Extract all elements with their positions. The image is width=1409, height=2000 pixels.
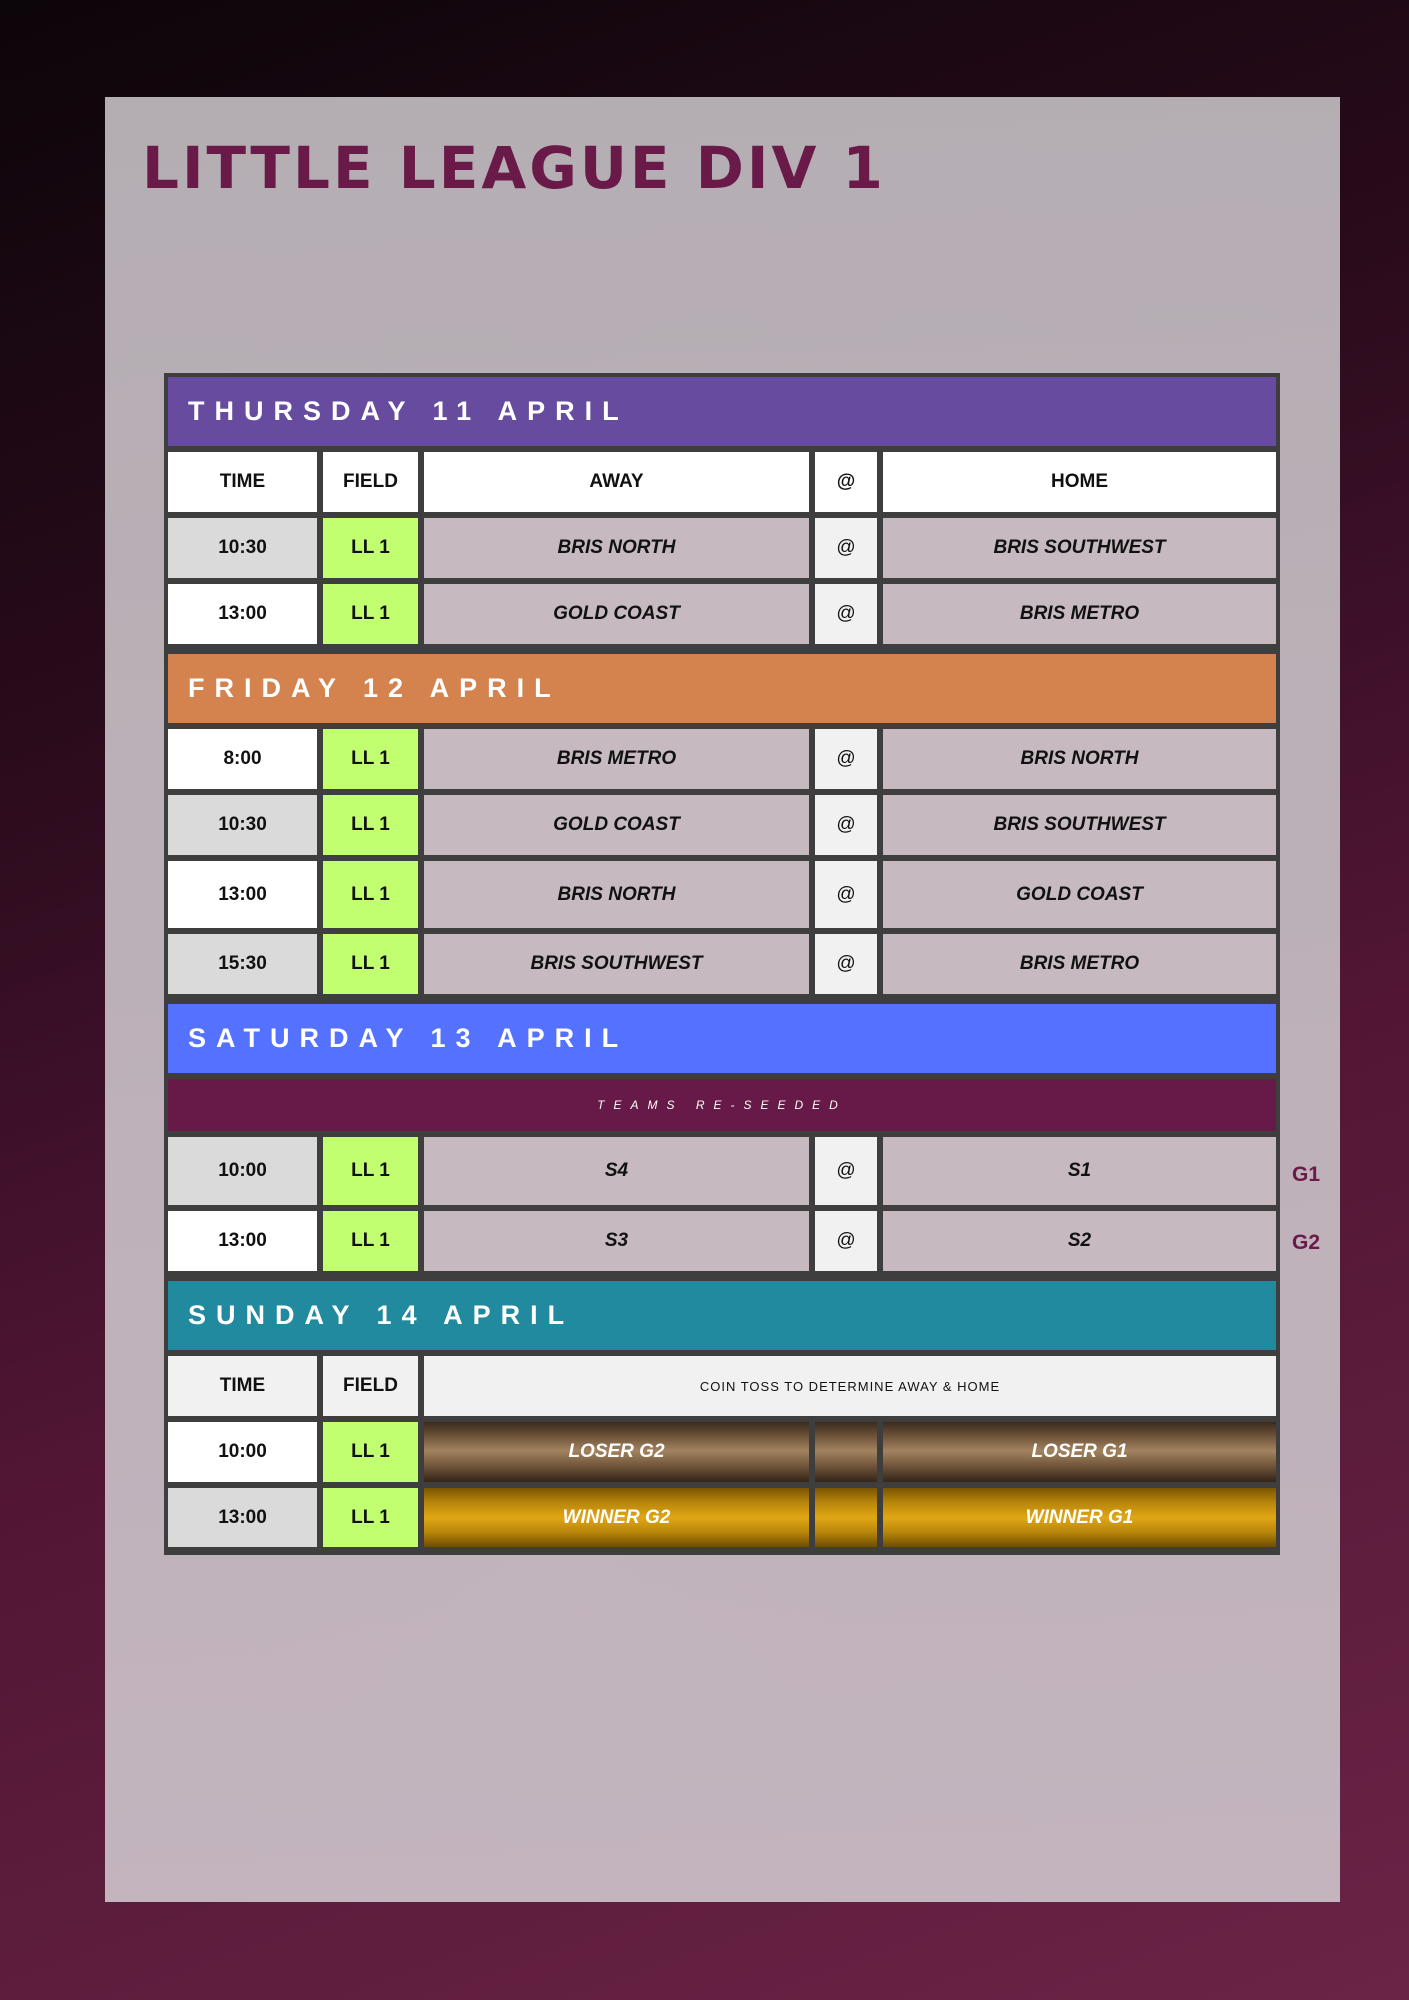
column-header-row xyxy=(168,1356,1276,1416)
away-team: GOLD COAST xyxy=(424,795,809,855)
col-field-header: FIELD xyxy=(323,452,418,512)
at-symbol: @ xyxy=(815,795,877,855)
at-symbol: @ xyxy=(815,1211,877,1271)
col-away-header: AWAY xyxy=(424,452,809,512)
at-symbol: @ xyxy=(815,584,877,644)
at-symbol: @ xyxy=(815,518,877,578)
home-team: WINNER G1 xyxy=(883,1488,1276,1547)
game-field: LL 1 xyxy=(323,518,418,578)
at-symbol: @ xyxy=(815,861,877,928)
game-tag-g1: G1 xyxy=(1292,1163,1321,1186)
game-field: LL 1 xyxy=(323,934,418,994)
game-field: LL 1 xyxy=(323,1211,418,1271)
game-field: LL 1 xyxy=(323,861,418,928)
away-team: S4 xyxy=(424,1137,809,1205)
at-spacer xyxy=(815,1422,877,1482)
game-field: LL 1 xyxy=(323,1422,418,1482)
game-row xyxy=(168,1422,1276,1482)
at-symbol: @ xyxy=(815,1137,877,1205)
game-row xyxy=(168,1488,1276,1547)
col-at-header: @ xyxy=(815,452,877,512)
game-field: LL 1 xyxy=(323,795,418,855)
col-field-header: FIELD xyxy=(323,1356,418,1416)
day-header-sunday: SUNDAY 14 APRIL xyxy=(168,1281,1276,1350)
home-team: S1 xyxy=(883,1137,1276,1205)
game-row xyxy=(168,584,1276,644)
home-team: BRIS NORTH xyxy=(883,729,1276,789)
home-team: GOLD COAST xyxy=(883,861,1276,928)
at-spacer xyxy=(815,1488,877,1547)
game-time: 13:00 xyxy=(168,1488,317,1547)
game-time: 15:30 xyxy=(168,934,317,994)
col-home-header: HOME xyxy=(883,452,1276,512)
game-time: 8:00 xyxy=(168,729,317,789)
day-header-friday: FRIDAY 12 APRIL xyxy=(168,654,1276,723)
game-field: LL 1 xyxy=(323,584,418,644)
away-team: BRIS NORTH xyxy=(424,518,809,578)
reseed-note: TEAMS RE-SEEDED xyxy=(168,1079,1276,1131)
page-title: LITTLE LEAGUE DIV 1 xyxy=(142,134,886,202)
col-time-header: TIME xyxy=(168,1356,317,1416)
day-header-thursday: THURSDAY 11 APRIL xyxy=(168,377,1276,446)
game-field: LL 1 xyxy=(323,1488,418,1547)
game-time: 10:30 xyxy=(168,518,317,578)
away-team: BRIS METRO xyxy=(424,729,809,789)
home-team: LOSER G1 xyxy=(883,1422,1276,1482)
away-team: WINNER G2 xyxy=(424,1488,809,1547)
game-row xyxy=(168,518,1276,578)
game-time: 13:00 xyxy=(168,1211,317,1271)
game-tag-g2: G2 xyxy=(1292,1231,1321,1254)
game-field: LL 1 xyxy=(323,729,418,789)
game-time: 10:30 xyxy=(168,795,317,855)
away-team: BRIS SOUTHWEST xyxy=(424,934,809,994)
game-time: 13:00 xyxy=(168,861,317,928)
game-row xyxy=(168,1211,1276,1271)
day-header-saturday: SATURDAY 13 APRIL xyxy=(168,1004,1276,1073)
away-team: LOSER G2 xyxy=(424,1422,809,1482)
game-row xyxy=(168,861,1276,928)
game-row xyxy=(168,934,1276,994)
home-team: BRIS SOUTHWEST xyxy=(883,795,1276,855)
at-symbol: @ xyxy=(815,729,877,789)
game-row xyxy=(168,729,1276,789)
at-symbol: @ xyxy=(815,934,877,994)
coin-toss-note: COIN TOSS TO DETERMINE AWAY & HOME xyxy=(424,1356,1276,1416)
home-team: BRIS METRO xyxy=(883,584,1276,644)
game-time: 10:00 xyxy=(168,1137,317,1205)
away-team: S3 xyxy=(424,1211,809,1271)
game-row xyxy=(168,795,1276,855)
home-team: BRIS SOUTHWEST xyxy=(883,518,1276,578)
game-time: 10:00 xyxy=(168,1422,317,1482)
home-team: BRIS METRO xyxy=(883,934,1276,994)
game-time: 13:00 xyxy=(168,584,317,644)
game-row xyxy=(168,1137,1276,1205)
schedule-table xyxy=(164,373,1280,1555)
game-field: LL 1 xyxy=(323,1137,418,1205)
home-team: S2 xyxy=(883,1211,1276,1271)
column-header-row xyxy=(168,452,1276,512)
away-team: GOLD COAST xyxy=(424,584,809,644)
away-team: BRIS NORTH xyxy=(424,861,809,928)
col-time-header: TIME xyxy=(168,452,317,512)
